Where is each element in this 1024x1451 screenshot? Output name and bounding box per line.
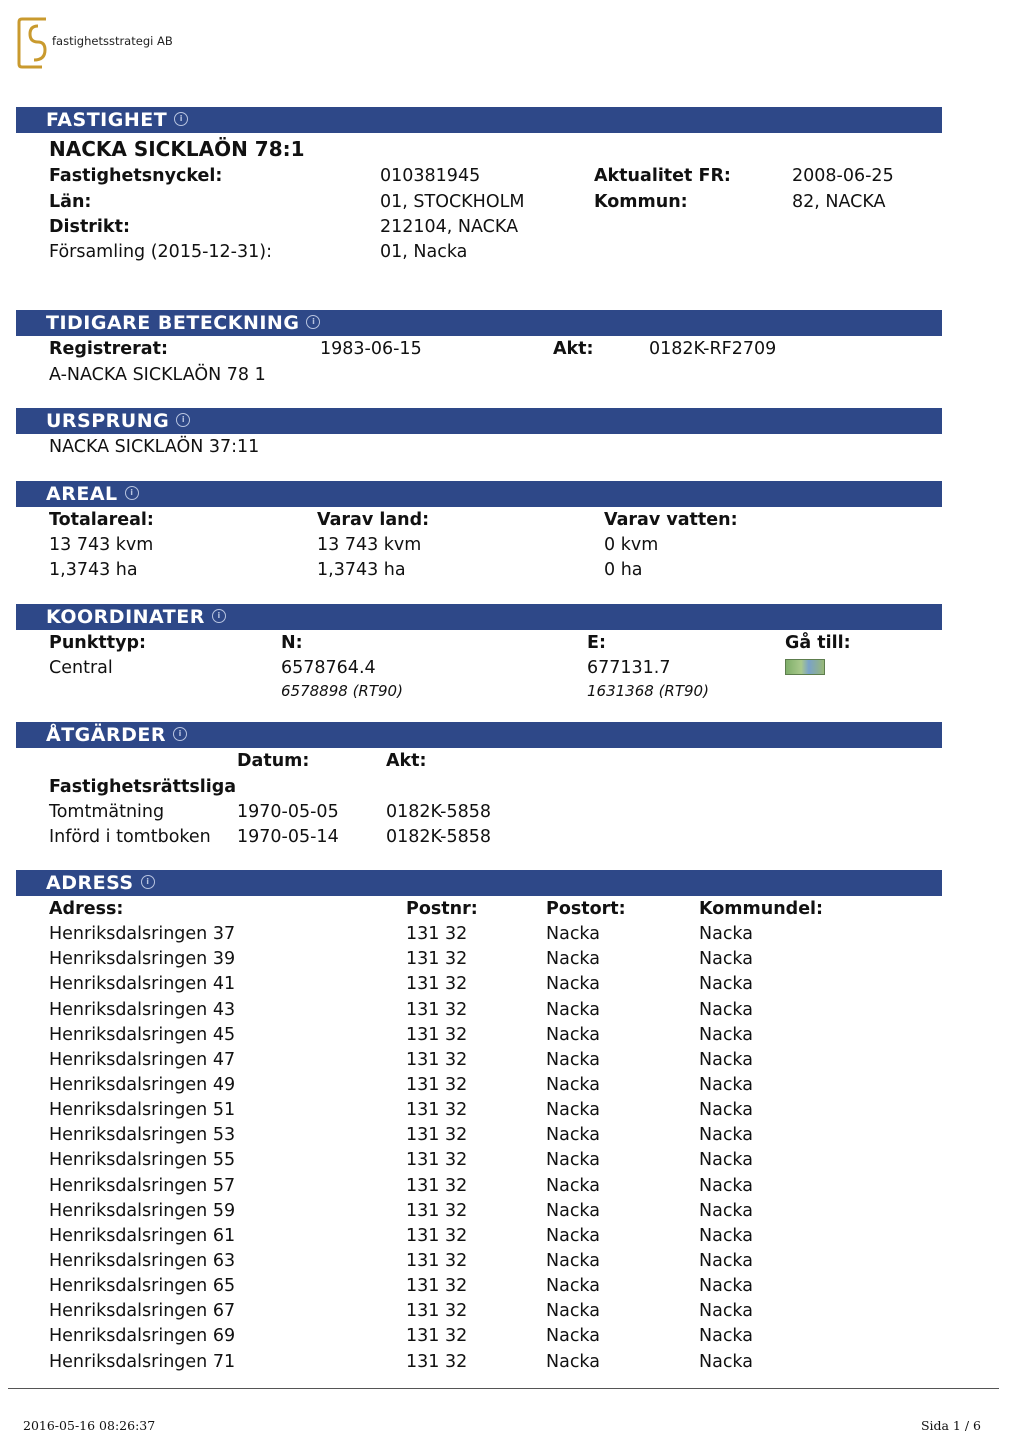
postnr-cell: 131 32: [406, 1049, 468, 1070]
postnr-cell: 131 32: [406, 1200, 468, 1221]
postnr-cell: 131 32: [406, 1100, 468, 1120]
label-ga-till: Gå till:: [785, 633, 851, 653]
label-akt: Akt:: [553, 339, 594, 359]
postnr-cell: 131 32: [406, 1074, 468, 1095]
section-title: FASTIGHET: [46, 109, 168, 131]
kommundel-cell: Nacka: [699, 949, 753, 970]
postnr-cell: 131 32: [406, 1125, 468, 1146]
label-registrerat: Registrerat:: [49, 339, 168, 359]
postnr-cell: 131 32: [406, 1301, 468, 1322]
value-land-ha: 1,3743 ha: [317, 560, 406, 580]
postort-cell: Nacka: [546, 1024, 600, 1045]
info-icon[interactable]: i: [306, 315, 320, 329]
section-header-ursprung: [16, 408, 942, 434]
postnr-cell: 131 32: [406, 1276, 468, 1297]
value-akt: 0182K-RF2709: [649, 339, 777, 359]
postnr-cell: 131 32: [406, 974, 468, 995]
postort-cell: Nacka: [546, 999, 600, 1020]
section-header-tidigare: [16, 310, 942, 336]
kommundel-cell: Nacka: [699, 1125, 753, 1146]
section-header-adress: [16, 870, 942, 896]
postort-cell: Nacka: [546, 1225, 600, 1246]
postort-cell: Nacka: [546, 1276, 600, 1297]
address-cell: Henriksdalsringen 51: [49, 1100, 236, 1120]
atgard-akt: 0182K-5858: [386, 802, 492, 822]
section-title: URSPRUNG: [46, 410, 170, 432]
postnr-cell: 131 32: [406, 924, 468, 944]
column-header-adress: Adress:: [49, 899, 124, 919]
postort-cell: Nacka: [546, 1251, 600, 1271]
info-icon[interactable]: i: [141, 875, 155, 889]
address-cell: Henriksdalsringen 39: [49, 949, 236, 970]
label-n: N:: [281, 633, 303, 653]
column-header-kommundel: Kommundel:: [699, 899, 824, 919]
value-totalareal-ha: 1,3743 ha: [49, 560, 138, 580]
label-punkttyp: Punkttyp:: [49, 633, 147, 653]
address-cell: Henriksdalsringen 41: [49, 974, 236, 995]
postnr-cell: 131 32: [406, 949, 468, 970]
label-forsamling: Församling (2015-12-31):: [49, 242, 272, 262]
atgard-group: Fastighetsrättsliga: [49, 777, 237, 797]
address-cell: Henriksdalsringen 47: [49, 1049, 236, 1070]
value-n: 6578764.4: [281, 658, 376, 678]
property-name: NACKA SICKLAÖN 78:1: [49, 137, 305, 161]
value-registrerat: 1983-06-15: [320, 339, 422, 359]
address-cell: Henriksdalsringen 59: [49, 1200, 236, 1221]
postnr-cell: 131 32: [406, 1225, 468, 1246]
kommundel-cell: Nacka: [699, 1225, 753, 1246]
address-cell: Henriksdalsringen 61: [49, 1225, 236, 1246]
address-cell: Henriksdalsringen 57: [49, 1175, 236, 1196]
value-aktualitet: 2008-06-25: [792, 166, 894, 186]
kommundel-cell: Nacka: [699, 1150, 753, 1171]
postnr-cell: 131 32: [406, 999, 468, 1020]
section-title: ADRESS: [46, 872, 134, 894]
kommundel-cell: Nacka: [699, 1024, 753, 1045]
postnr-cell: 131 32: [406, 1251, 468, 1271]
kommundel-cell: Nacka: [699, 1175, 753, 1196]
postort-cell: Nacka: [546, 974, 600, 995]
label-totalareal: Totalareal:: [49, 510, 154, 530]
section-header-koordinater: [16, 604, 942, 630]
info-icon[interactable]: i: [212, 609, 226, 623]
atgard-name: Tomtmätning: [49, 802, 165, 822]
label-lan: Län:: [49, 192, 92, 212]
value-vatten-ha: 0 ha: [604, 560, 643, 580]
address-cell: Henriksdalsringen 45: [49, 1024, 236, 1045]
value-kommun: 82, NACKA: [792, 192, 886, 212]
page-number: Sida 1 / 6: [920, 1418, 981, 1433]
postnr-cell: 131 32: [406, 1326, 468, 1347]
value-fastighetsnyckel: 010381945: [380, 166, 481, 186]
label-fastighetsnyckel: Fastighetsnyckel:: [49, 166, 223, 186]
label-aktualitet: Aktualitet FR:: [594, 166, 731, 186]
kommundel-cell: Nacka: [699, 1251, 753, 1271]
section-title: AREAL: [46, 483, 118, 505]
kommundel-cell: Nacka: [699, 924, 753, 944]
print-timestamp: 2016-05-16 08:26:37: [23, 1418, 156, 1433]
info-icon[interactable]: i: [173, 727, 187, 741]
postort-cell: Nacka: [546, 1100, 600, 1120]
previous-designation: A-NACKA SICKLAÖN 78 1: [49, 365, 266, 385]
address-cell: Henriksdalsringen 55: [49, 1150, 236, 1171]
footer-divider: [8, 1388, 999, 1389]
kommundel-cell: Nacka: [699, 1276, 753, 1297]
address-cell: Henriksdalsringen 37: [49, 924, 236, 944]
kommundel-cell: Nacka: [699, 1100, 753, 1120]
logo-text: fastighetsstrategi AB: [52, 34, 173, 48]
postort-cell: Nacka: [546, 1351, 600, 1372]
postort-cell: Nacka: [546, 1301, 600, 1322]
info-icon[interactable]: i: [174, 112, 188, 126]
info-icon[interactable]: i: [125, 486, 139, 500]
postort-cell: Nacka: [546, 1049, 600, 1070]
logo-mark-icon: [16, 16, 50, 70]
atgard-akt: 0182K-5858: [386, 827, 492, 847]
postort-cell: Nacka: [546, 1125, 600, 1146]
value-lan: 01, STOCKHOLM: [380, 192, 525, 212]
address-cell: Henriksdalsringen 53: [49, 1125, 236, 1146]
value-e-rt90: 1631368 (RT90): [587, 682, 709, 700]
postnr-cell: 131 32: [406, 1150, 468, 1171]
kommundel-cell: Nacka: [699, 974, 753, 995]
section-header-atgarder: [16, 722, 942, 748]
label-varav-vatten: Varav vatten:: [604, 510, 738, 530]
postnr-cell: 131 32: [406, 1351, 468, 1372]
map-link-icon[interactable]: [785, 659, 825, 675]
section-title: ÅTGÄRDER: [46, 724, 166, 746]
kommundel-cell: Nacka: [699, 999, 753, 1020]
address-cell: Henriksdalsringen 71: [49, 1351, 236, 1372]
kommundel-cell: Nacka: [699, 1074, 753, 1095]
postort-cell: Nacka: [546, 1326, 600, 1347]
address-cell: Henriksdalsringen 49: [49, 1074, 236, 1095]
kommundel-cell: Nacka: [699, 1301, 753, 1322]
value-distrikt: 212104, NACKA: [380, 217, 519, 237]
column-header-postnr: Postnr:: [406, 899, 478, 919]
address-cell: Henriksdalsringen 67: [49, 1301, 236, 1322]
value-n-rt90: 6578898 (RT90): [281, 682, 403, 700]
postnr-cell: 131 32: [406, 1024, 468, 1045]
info-icon[interactable]: i: [176, 413, 190, 427]
label-varav-land: Varav land:: [317, 510, 430, 530]
label-e: E:: [587, 633, 606, 653]
postort-cell: Nacka: [546, 1150, 600, 1171]
value-e: 677131.7: [587, 658, 671, 678]
kommundel-cell: Nacka: [699, 1326, 753, 1347]
postort-cell: Nacka: [546, 1074, 600, 1095]
section-title: KOORDINATER: [46, 606, 205, 628]
postort-cell: Nacka: [546, 1175, 600, 1196]
value-land-kvm: 13 743 kvm: [317, 535, 422, 555]
postnr-cell: 131 32: [406, 1175, 468, 1196]
kommundel-cell: Nacka: [699, 1200, 753, 1221]
label-datum: Datum:: [237, 751, 310, 771]
kommundel-cell: Nacka: [699, 1351, 753, 1372]
postort-cell: Nacka: [546, 924, 600, 944]
column-header-postort: Postort:: [546, 899, 626, 919]
address-cell: Henriksdalsringen 43: [49, 999, 236, 1020]
section-header-fastighet: [16, 107, 942, 133]
value-totalareal-kvm: 13 743 kvm: [49, 535, 154, 555]
atgard-datum: 1970-05-05: [237, 802, 339, 822]
section-header-areal: [16, 481, 942, 507]
origin-property: NACKA SICKLAÖN 37:11: [49, 437, 260, 457]
label-distrikt: Distrikt:: [49, 217, 130, 237]
value-forsamling: 01, Nacka: [380, 242, 468, 262]
postort-cell: Nacka: [546, 1200, 600, 1221]
section-title: TIDIGARE BETECKNING: [46, 312, 300, 334]
atgard-name: Införd i tomtboken: [49, 827, 211, 847]
value-vatten-kvm: 0 kvm: [604, 535, 659, 555]
address-cell: Henriksdalsringen 65: [49, 1276, 236, 1297]
label-kommun: Kommun:: [594, 192, 688, 212]
value-punkttyp: Central: [49, 658, 113, 678]
address-cell: Henriksdalsringen 63: [49, 1251, 236, 1271]
postort-cell: Nacka: [546, 949, 600, 970]
kommundel-cell: Nacka: [699, 1049, 753, 1070]
label-atgard-akt: Akt:: [386, 751, 427, 771]
atgard-datum: 1970-05-14: [237, 827, 339, 847]
address-cell: Henriksdalsringen 69: [49, 1326, 236, 1347]
